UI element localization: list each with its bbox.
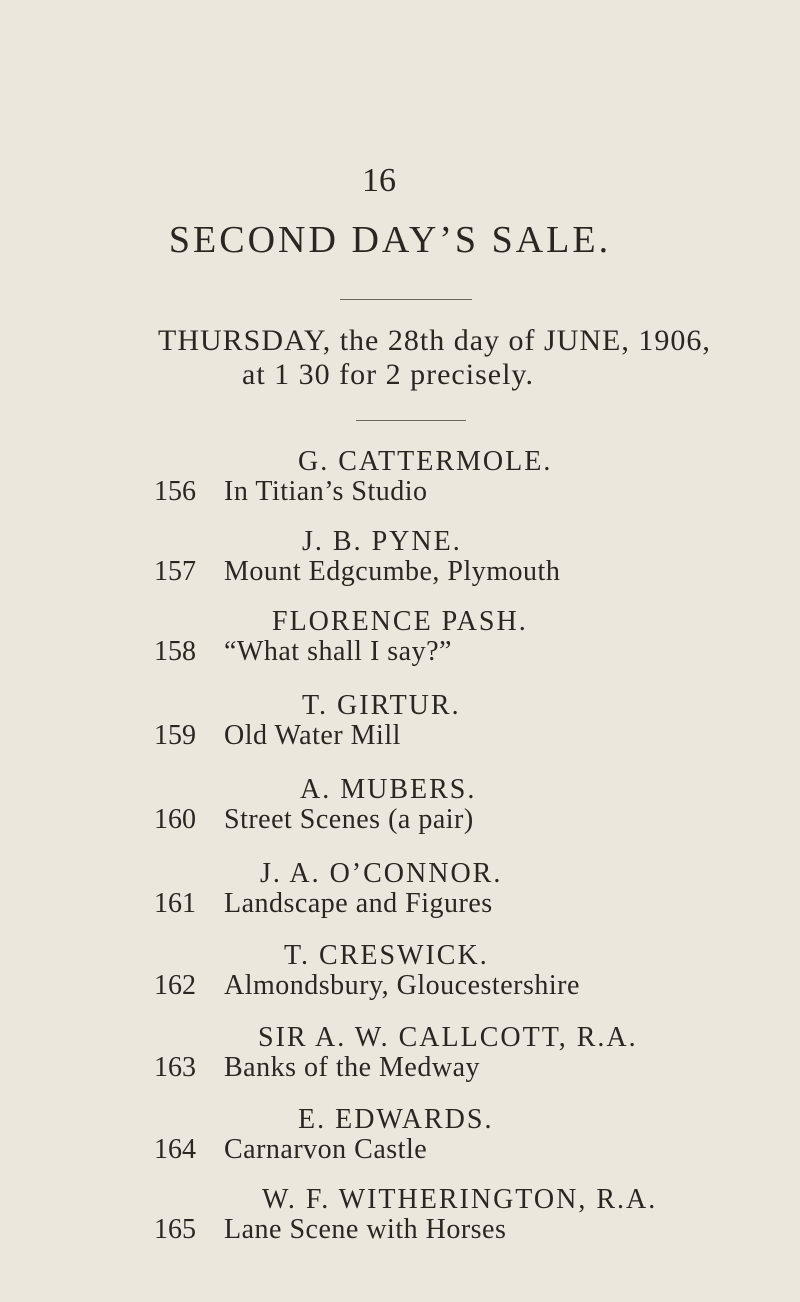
lot-entry [154,476,428,508]
divider-rule [356,420,466,421]
lot-entry [154,804,474,836]
lot-artist: A. MUBERS. [300,774,477,805]
lot-number: 160 [154,804,196,835]
lot-artist: SIR A. W. CALLCOTT, R.A. [258,1022,638,1053]
lot-number: 159 [154,720,196,751]
lot-artist: W. F. WITHERINGTON, R.A. [262,1184,658,1215]
sale-time-line: at 1 30 for 2 precisely. [242,358,534,391]
lot-number: 157 [154,556,196,587]
lot-number: 158 [154,636,196,667]
page-number: 16 [362,162,396,199]
lot-title: Almondsbury, Gloucestershire [224,970,580,1001]
lot-entry [154,1134,427,1166]
lot-title: Old Water Mill [224,720,401,751]
lot-title: “What shall I say?” [224,636,452,667]
lot-title: Carnarvon Castle [224,1134,428,1165]
lot-title: Banks of the Medway [224,1052,481,1083]
lot-number: 163 [154,1052,196,1083]
lot-artist: T. CRESWICK. [284,940,489,971]
lot-entry [154,1052,480,1084]
sale-date-line: THURSDAY, the 28th day of JUNE, 1906, [158,324,711,357]
lot-entry [154,970,580,1002]
lot-number: 156 [154,476,196,507]
lot-artist: G. CATTERMOLE. [298,446,553,477]
lot-entry [154,636,452,668]
lot-artist: FLORENCE PASH. [272,606,528,637]
lot-artist: T. GIRTUR. [302,690,461,721]
lot-title: Mount Edgcumbe, Plymouth [224,556,561,587]
lot-title: Street Scenes (a pair) [224,804,474,835]
lot-artist: E. EDWARDS. [298,1104,494,1135]
page-title: SECOND DAY’S SALE. [168,219,612,261]
lot-title: Landscape and Figures [224,888,493,919]
lot-number: 161 [154,888,196,919]
lot-artist: J. A. O’CONNOR. [260,858,503,889]
lot-title: Lane Scene with Horses [224,1214,507,1245]
lot-number: 165 [154,1214,196,1245]
lot-entry [154,888,493,920]
divider-rule [340,299,472,300]
lot-artist: J. B. PYNE. [302,526,462,557]
lot-number: 164 [154,1134,196,1165]
lot-title: In Titian’s Studio [224,476,428,507]
lot-entry [154,1214,506,1246]
lot-entry [154,720,401,752]
lot-entry [154,556,560,588]
lot-number: 162 [154,970,196,1001]
